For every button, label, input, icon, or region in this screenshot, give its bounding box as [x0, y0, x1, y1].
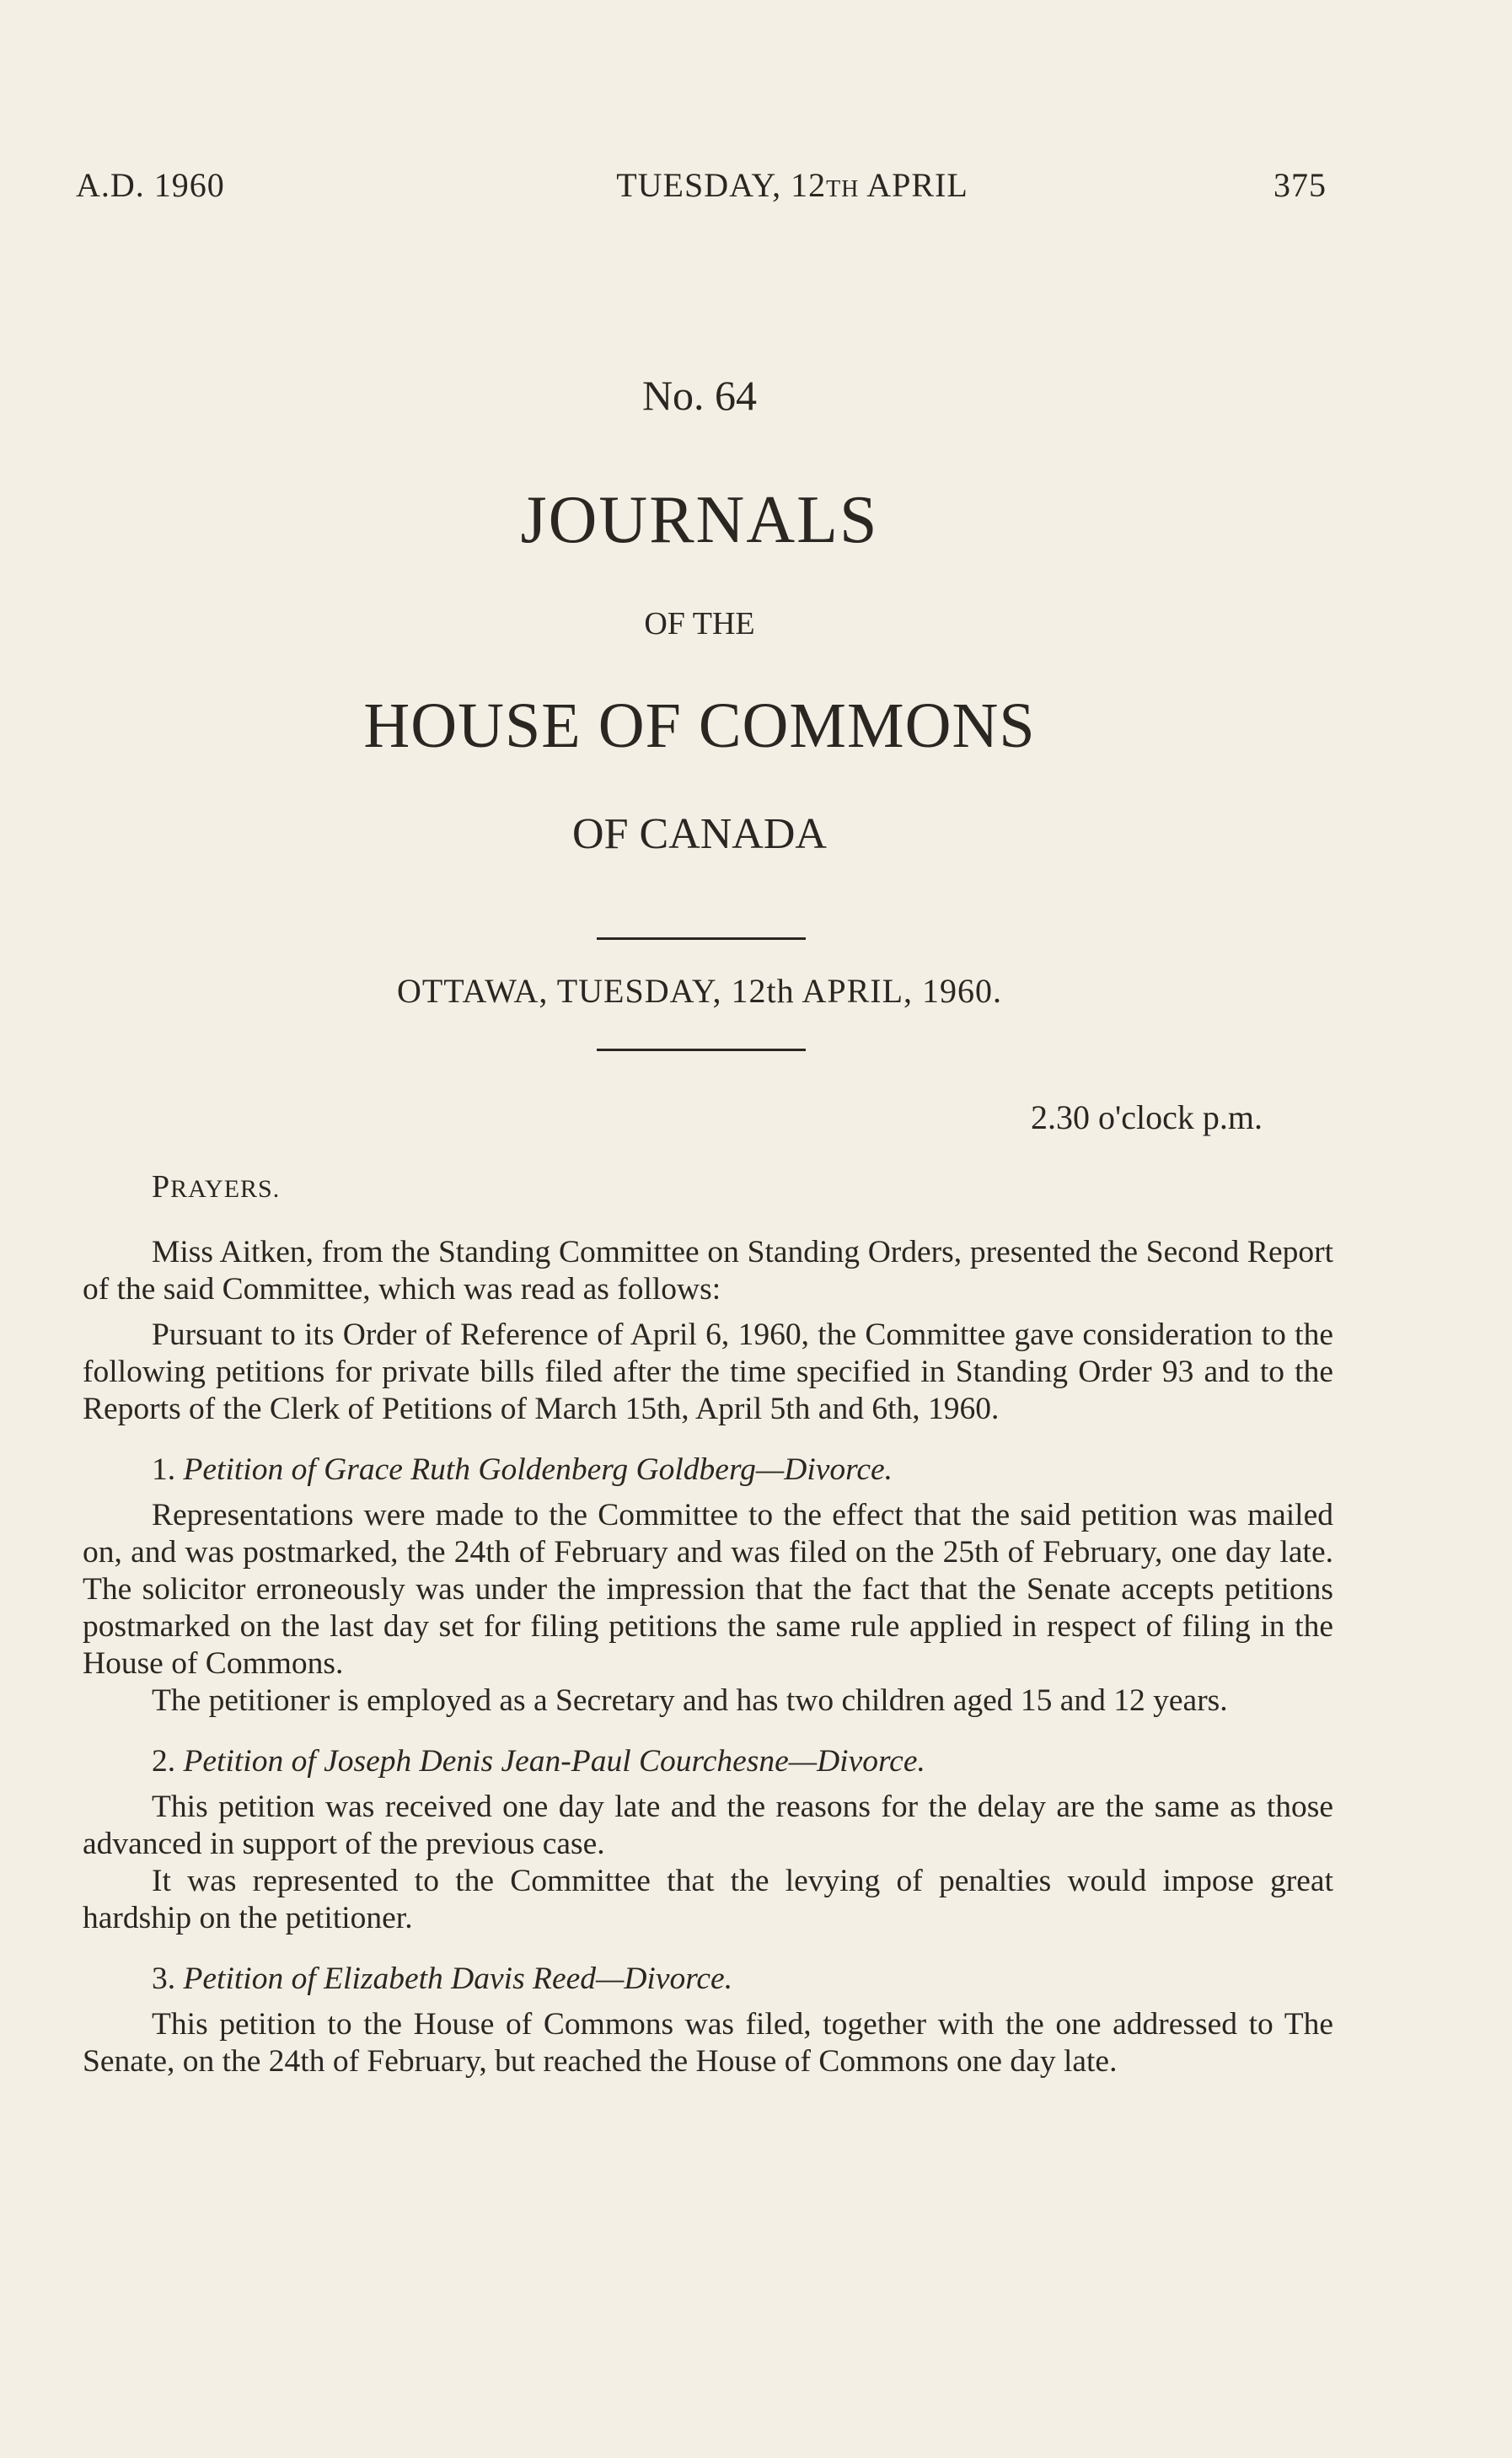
- running-head: [76, 165, 1327, 216]
- journal-number: No. 64: [641, 372, 758, 419]
- paragraph-report-intro: Miss Aitken, from the Standing Committee on Standing Orders, presented the Second Report of the said Committee, which was read as follows:: [83, 1235, 1333, 1307]
- paragraph-petitioner: The petitioner is employed as a Secretary and has two children aged 15 and 12 years.: [152, 1683, 1228, 1718]
- petition-heading-2: [83, 1743, 1333, 1780]
- paragraph-late-petition: This petition was received one day late and the reasons for the delay are the same as those advanced in support of the previous case.: [83, 1790, 1333, 1861]
- petition-number-1: 1.: [152, 1452, 184, 1487]
- running-head-day: TUESDAY, 12: [616, 166, 827, 204]
- petition-title-3: Petition of Elizabeth Davis Reed—Divorce.: [183, 1962, 733, 1996]
- running-head-date: [497, 165, 1087, 205]
- divider-rule-bottom: [597, 1049, 806, 1051]
- prayers-cap: P: [152, 1169, 171, 1205]
- running-head-ordinal: TH: [826, 176, 860, 202]
- dateline: OTTAWA, TUESDAY, 12th APRIL, 1960.: [396, 972, 1003, 1010]
- petition-title-1: Petition of Grace Ruth Goldenberg Goldberg—Divorce.: [183, 1452, 893, 1487]
- divider-rule-top: [597, 937, 806, 940]
- paragraph-representations: Representations were made to the Committee to the effect that the said petition was mailed on, and was postmarked, the 24th of February and was filed on the 25th of February, one day late. The solicitor erroneously was under the impression that the fact that the Senate accepts petitions postmarked on the last day set for filing petitions the same rule applied in respect of filing in the House of Commons.: [83, 1498, 1333, 1681]
- journals-title: JOURNALS: [520, 483, 879, 557]
- running-head-year: A.D. 1960: [76, 166, 225, 204]
- page-number: 375: [1273, 166, 1327, 204]
- paragraph-reference: Pursuant to its Order of Reference of April 6, 1960, the Committee gave consideration to the following petitions for private bills filed after the time specified in Standing Order 93 and to the Reports of the Clerk of Petitions of March 15th, April 5th and 6th, 1960.: [83, 1318, 1333, 1426]
- prayers-heading: [152, 1168, 280, 1205]
- petition-title-2: Petition of Joseph Denis Jean-Paul Courchesne—Divorce.: [183, 1744, 925, 1779]
- paragraph-senate-filing: This petition to the House of Commons was filed, together with the one addressed to The Senate, on the 24th of February, but reached the House of Commons one day late.: [83, 2007, 1333, 2079]
- petition-heading-3: [83, 1961, 1333, 1998]
- prayers-rest: RAYERS.: [170, 1175, 281, 1203]
- petition-number-3: 3.: [152, 1962, 184, 1996]
- house-title: HOUSE OF COMMONS: [363, 690, 1036, 761]
- of-canada-line: OF CANADA: [572, 810, 827, 858]
- petition-number-2: 2.: [152, 1744, 184, 1779]
- journal-body: [83, 1234, 1333, 2080]
- petition-heading-1: [83, 1452, 1333, 1489]
- running-head-month: APRIL: [859, 166, 968, 204]
- paragraph-hardship: It was represented to the Committee that the levying of penalties would impose great hardship on the petitioner.: [83, 1864, 1333, 1935]
- of-the-line: OF THE: [644, 606, 755, 641]
- sitting-time: 2.30 o'clock p.m.: [1031, 1098, 1263, 1136]
